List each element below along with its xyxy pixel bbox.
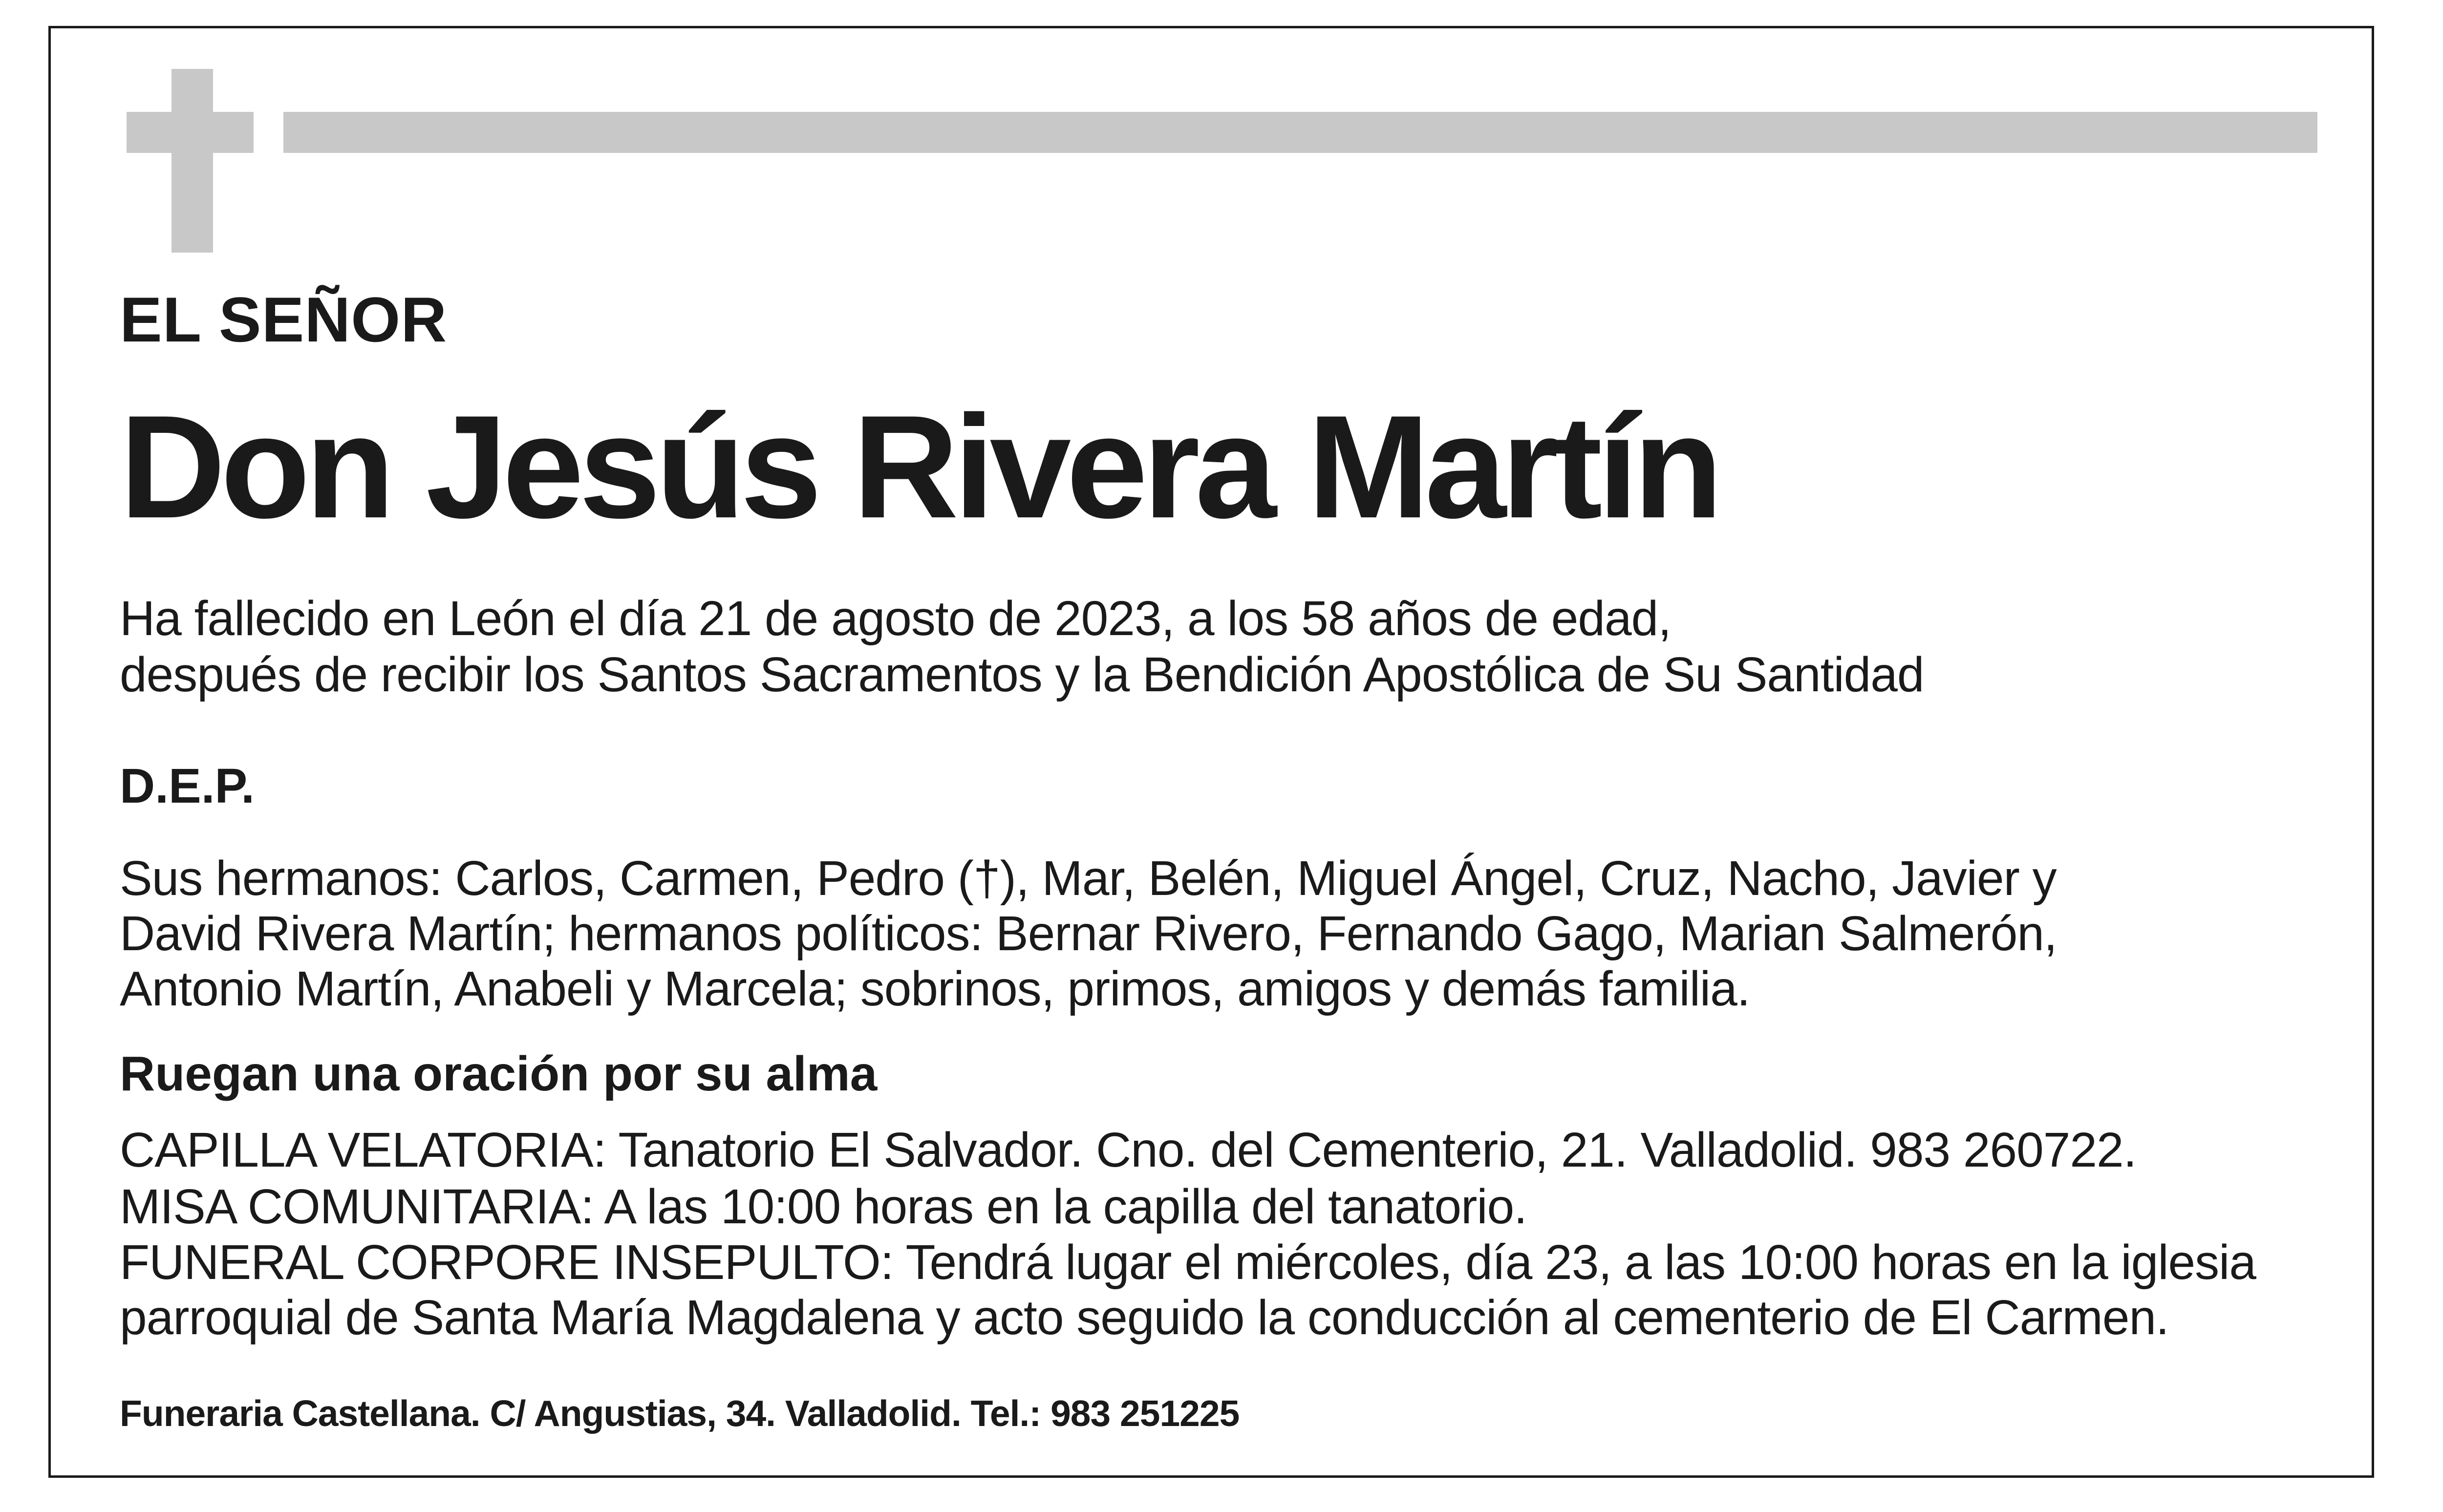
obituary-notice [48, 26, 2374, 1478]
funeral-home-footer: Funeraria Castellana. C/ Angustias, 34. Valladolid. Tel.: 983 251225 [120, 1393, 1240, 1434]
family-line: David Rivera Martín; hermanos políticos: Bernar Rivero, Fernando Gago, Marian Salmerón, [120, 906, 2057, 961]
announcement-line: después de recibir los Santos Sacramentos y la Bendición Apostólica de Su Santidad [120, 647, 1924, 702]
prayer-request: Ruegan una oración por su alma [120, 1046, 878, 1101]
deceased-name: Don Jesús Rivera Martín [120, 384, 1718, 549]
cross-icon [171, 69, 213, 253]
family-line: Antonio Martín, Anabeli y Marcela; sobrinos, primos, amigos y demás familia. [120, 961, 1750, 1016]
header-rule [283, 112, 2317, 153]
details-line: MISA COMUNITARIA: A las 10:00 horas en la capilla del tanatorio. [120, 1179, 1527, 1234]
details-line: CAPILLA VELATORIA: Tanatorio El Salvador. Cno. del Cementerio, 21. Valladolid. 983 260722. [120, 1123, 2137, 1177]
family-line: Sus hermanos: Carlos, Carmen, Pedro (†), Mar, Belén, Miguel Ángel, Cruz, Nacho, Javier y [120, 851, 2057, 906]
dep-label: D.E.P. [120, 759, 255, 813]
details-line: FUNERAL CORPORE INSEPULTO: Tendrá lugar el miércoles, día 23, a las 10:00 horas en la iglesia [120, 1235, 2256, 1290]
announcement-line: Ha fallecido en León el día 21 de agosto de 2023, a los 58 años de edad, [120, 591, 1671, 646]
details-line: parroquial de Santa María Magdalena y acto seguido la conducción al cementerio de El Carmen. [120, 1290, 2169, 1345]
cross-icon-arm [127, 112, 254, 153]
title-prefix: EL SEÑOR [120, 284, 448, 355]
